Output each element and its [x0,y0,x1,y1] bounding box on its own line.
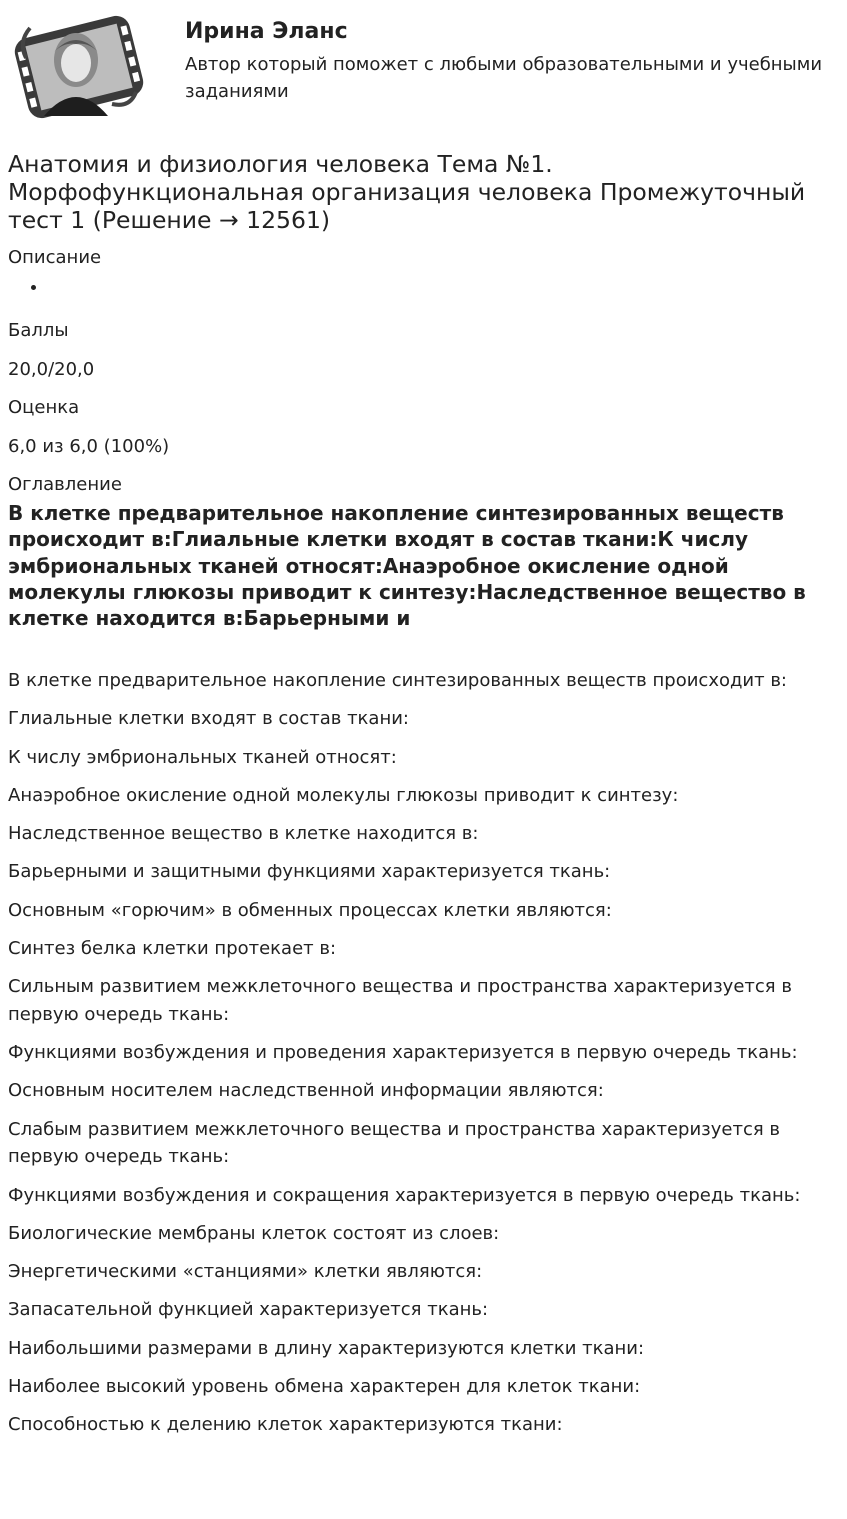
question-item: Сильным развитием межклеточного вещества и пространства характеризуется в первую очередь ткань: [8,976,792,1025]
author-name: Ирина Эланс [185,19,348,44]
toc-label: Оглавление [8,474,122,495]
author-block [8,8,838,128]
question-item: Барьерными и защитными функциями характеризуется ткань: [8,861,611,883]
question-item: Наследственное вещество в клетке находится в: [8,823,479,845]
grade-label: Оценка [8,397,80,418]
description-list [8,275,48,299]
question-item: Синтез белка клетки протекает в: [8,938,337,960]
question-item: Глиальные клетки входят в состав ткани: [8,708,409,730]
score-value: 20,0/20,0 [8,359,95,380]
question-item: Запасательной функцией характеризуется ткань: [8,1299,489,1321]
question-item: Функциями возбуждения и сокращения характеризуется в первую очередь ткань: [8,1184,801,1206]
question-item: Биологические мембраны клеток состоят из слоев: [8,1222,500,1244]
description-label: Описание [8,247,102,268]
score-label: Баллы [8,320,69,341]
question-item: Слабым развитием межклеточного вещества и пространства характеризуется в первую очередь ткань: [8,1118,780,1168]
grade-value: 6,0 из 6,0 (100%) [8,436,170,457]
question-item: Наибольшими размерами в длину характеризуются клетки ткани: [8,1337,645,1359]
question-item: Функциями возбуждения и проведения характеризуется в первую очередь ткань: [8,1042,798,1064]
question-item: Способностью к делению клеток характеризуются ткани: [8,1414,563,1436]
question-item: В клетке предварительное накопление синтезированных веществ происходит в: [8,670,788,691]
question-item: К числу эмбриональных тканей относят: [8,746,397,768]
author-description: Автор который поможет с любыми образовательными и учебными заданиями [185,54,823,102]
question-item: Энергетическими «станциями» клетки являются: [8,1261,483,1283]
question-item: Анаэробное окисление одной молекулы глюкозы приводит к синтезу: [8,784,679,806]
questions-list [8,667,840,1450]
question-item: Наиболее высокий уровень обмена характерен для клеток ткани: [8,1376,641,1398]
page-title: Анатомия и физиология человека Тема №1. Морфофункциональная организация человека Промежуточный тест 1 (Решение → 12561) [8,150,806,234]
toc-heading: В клетке предварительное накопление синтезированных веществ происходит в:Глиальные клетки входят в состав ткани:К числу эмбриональных тканей относят:Анаэробное окисление одной молекулы глюкозы приводит к синтезу:Наследственное вещество в клетке находится в:Барьерными и [8,501,806,631]
author-avatar [8,8,150,126]
question-item: Основным «горючим» в обменных процессах клетки являются: [8,899,612,921]
question-item: Основным носителем наследственной информации являются: [8,1080,604,1102]
